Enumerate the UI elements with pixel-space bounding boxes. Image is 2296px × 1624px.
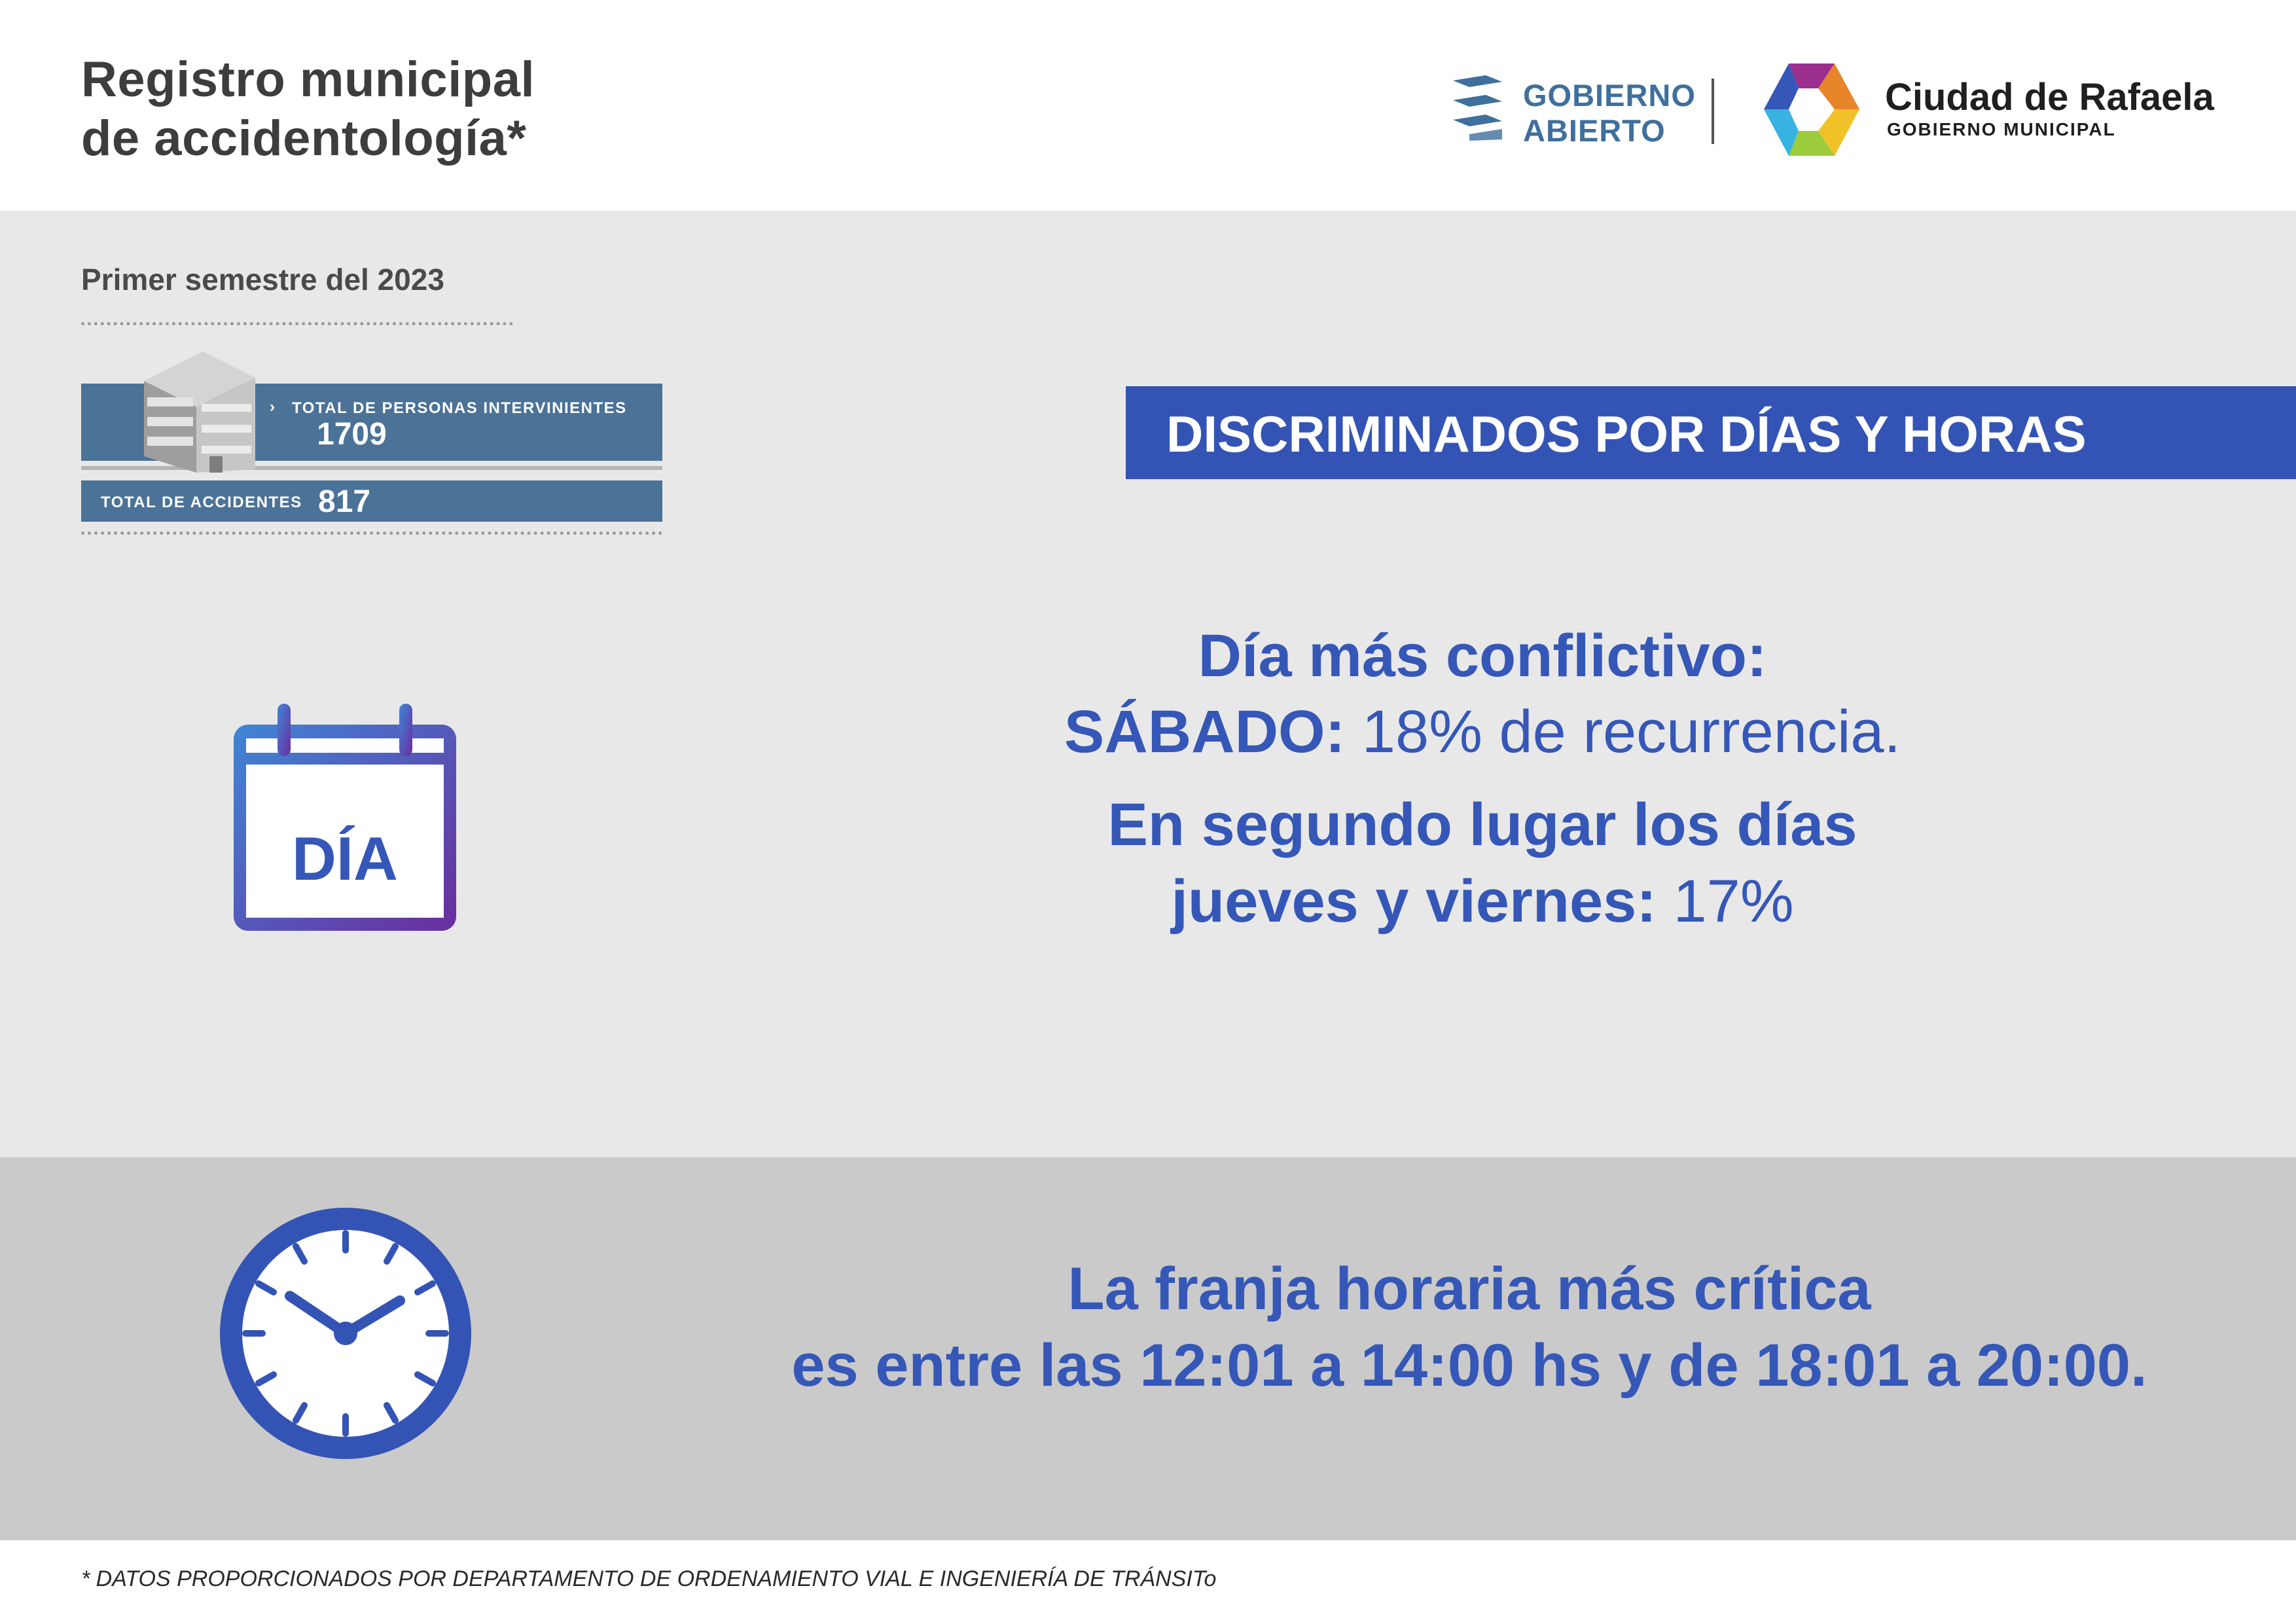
footer-note: * DATOS PROPORCIONADOS POR DEPARTAMENTO DE ORDENAMIENTO VIAL E INGENIERÍA DE TRÁNSITo (81, 1566, 1217, 1591)
page-title-line1: Registro municipal (81, 52, 535, 107)
personas-label: TOTAL DE PERSONAS INTERVINIENTES (292, 399, 627, 417)
calendar-label: DÍA (292, 824, 398, 893)
gobierno-abierto-logo-icon (1450, 75, 1505, 141)
logos (1450, 59, 2214, 164)
rafaela-subtitle: GOBIERNO MUNICIPAL (1887, 119, 2116, 139)
gobierno-abierto-line1: GOBIERNO (1523, 78, 1696, 113)
gobierno-abierto-line2: ABIERTO (1523, 113, 1666, 148)
hora-line1: La franja horaria más crítica (1067, 1255, 1871, 1322)
dia-line1: Día más conflictivo: (1198, 623, 1767, 689)
clock-icon (218, 1206, 473, 1461)
accidentes-band (81, 480, 662, 522)
dia-line2-light: 18% de recurrencia. (1345, 698, 1901, 765)
page-title-line2: de accidentología* (81, 111, 527, 166)
logo-divider (1712, 79, 1714, 144)
dotted-divider-top (81, 322, 513, 325)
dia-line4-bold: jueves y viernes: (1171, 868, 1657, 935)
rafaela-title: Ciudad de Rafaela (1885, 76, 2214, 118)
dia-line3: En segundo lugar los días (1107, 791, 1857, 858)
header (0, 0, 2296, 211)
dia-line4-light: 17% (1656, 868, 1794, 935)
accidentes-value: 817 (318, 484, 371, 519)
chevron-right-icon: › (270, 398, 276, 416)
accidentes-label: TOTAL DE ACCIDENTES (101, 494, 302, 511)
dia-line2 (655, 698, 2296, 767)
dia-line4 (655, 867, 2296, 936)
dotted-divider-bottom (81, 532, 662, 535)
section-banner (1126, 386, 2296, 479)
hora-line2: es entre las 12:01 a 14:00 hs y de 18:01 a 20:00. (791, 1332, 2147, 1399)
rafaela-hexagon-logo-icon (1763, 62, 1861, 157)
calendar-icon (230, 702, 459, 934)
dia-line2-bold: SÁBADO: (1064, 698, 1346, 765)
building-icon (131, 352, 268, 473)
personas-value: 1709 (317, 417, 387, 452)
section-title: DISCRIMINADOS POR DÍAS Y HORAS (1166, 405, 2087, 463)
period-label: Primer semestre del 2023 (81, 262, 444, 297)
